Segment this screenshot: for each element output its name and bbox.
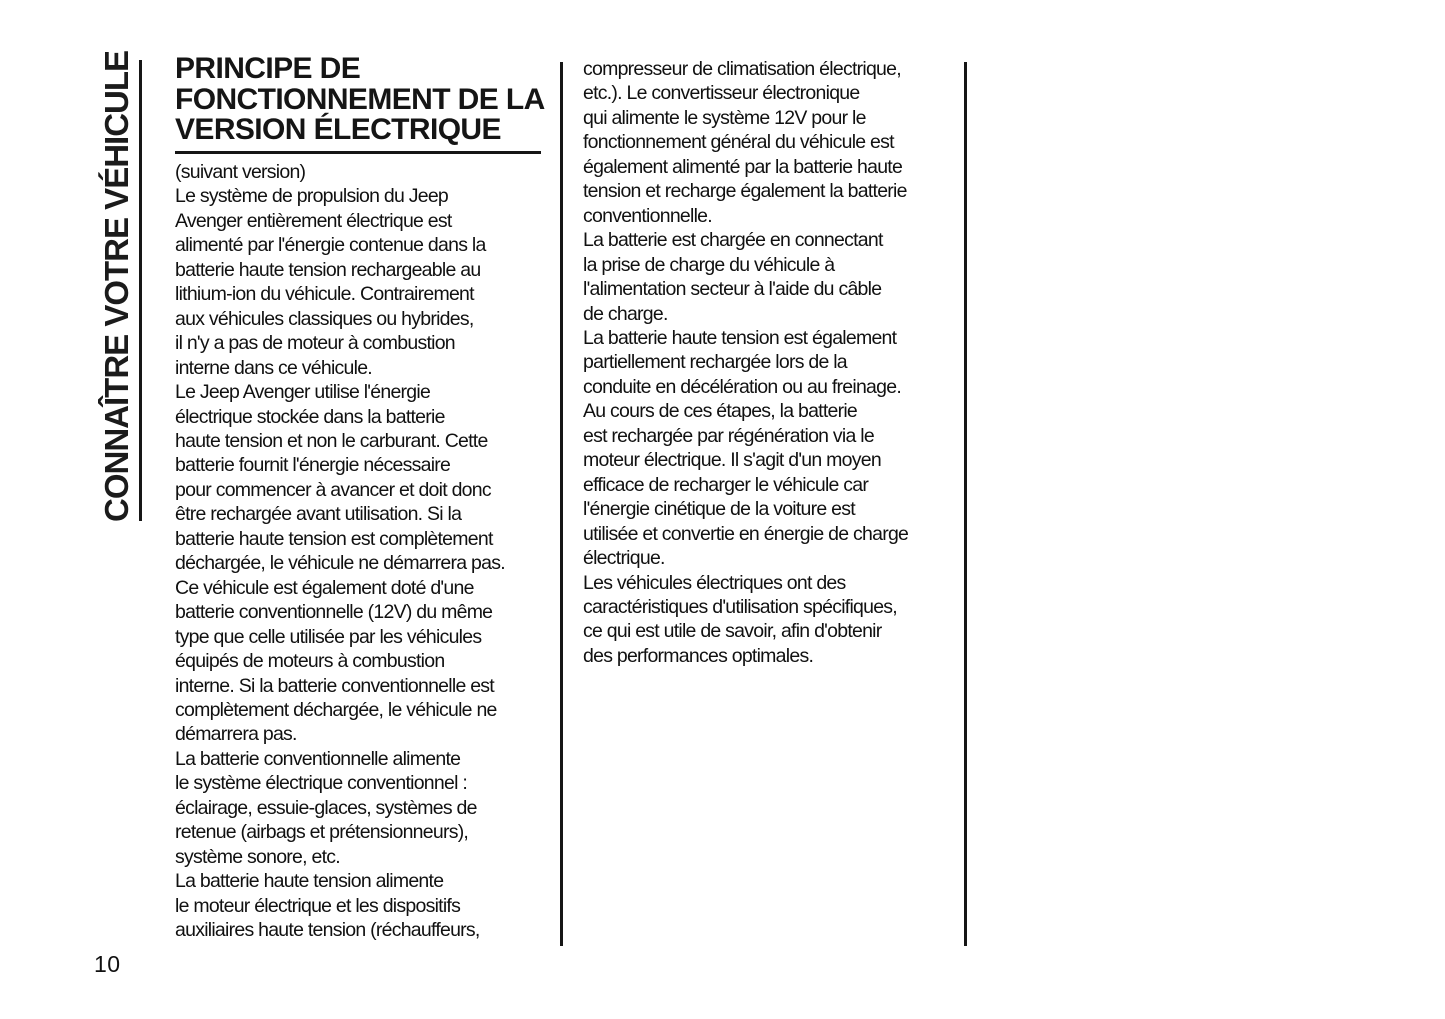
text-line: l'alimentation secteur à l'aide du câble bbox=[583, 278, 882, 301]
text-line: est rechargée par régénération via le bbox=[583, 424, 874, 447]
text-line: (suivant version) bbox=[175, 161, 306, 183]
text-line: utilisée et convertie en énergie de charge bbox=[583, 522, 909, 545]
text-line: système sonore, etc. bbox=[175, 845, 340, 868]
text-line: La batterie conventionnelle alimente bbox=[175, 747, 461, 770]
text-line: qui alimente le système 12V pour le bbox=[583, 106, 866, 129]
text-line: La batterie est chargée en connectant bbox=[583, 229, 883, 252]
text-line: des performances optimales. bbox=[583, 644, 814, 667]
section-heading bbox=[175, 54, 543, 154]
text-line: de charge. bbox=[583, 302, 668, 325]
text-line: Ce véhicule est également doté d'une bbox=[175, 576, 474, 599]
text-line: Au cours de ces étapes, la batterie bbox=[583, 400, 858, 423]
text-line: Les véhicules électriques ont des bbox=[583, 571, 846, 594]
text-line: haute tension et non le carburant. Cette bbox=[175, 429, 488, 452]
text-line: fonctionnement général du véhicule est bbox=[583, 131, 894, 154]
text-line: l'énergie cinétique de la voiture est bbox=[583, 498, 855, 521]
text-line: démarrera pas. bbox=[175, 723, 297, 746]
section-heading-lines bbox=[175, 54, 543, 146]
body-column-2 bbox=[583, 57, 968, 668]
text-line: batterie fournit l'énergie nécessaire bbox=[175, 454, 451, 477]
sidebar-rule bbox=[139, 60, 142, 521]
right-margin-rule bbox=[964, 62, 967, 946]
text-line: compresseur de climatisation électrique, bbox=[583, 58, 901, 80]
text-line: efficace de recharger le véhicule car bbox=[583, 473, 869, 496]
text-line: conventionnelle. bbox=[583, 204, 712, 227]
text-line: La batterie haute tension alimente bbox=[175, 870, 444, 893]
text-line: etc.). Le convertisseur électronique bbox=[583, 82, 860, 105]
text-line: conduite en décélération ou au freinage. bbox=[583, 375, 902, 398]
text-line: PRINCIPE DE bbox=[175, 52, 361, 85]
text-line: Le Jeep Avenger utilise l'énergie bbox=[175, 381, 431, 404]
text-line: tension et recharge également la batterie bbox=[583, 180, 907, 203]
page-number: 10 bbox=[94, 951, 121, 977]
text-line: batterie haute tension rechargeable au bbox=[175, 258, 481, 281]
text-line: auxiliaires haute tension (réchauffeurs, bbox=[175, 919, 480, 942]
text-line: déchargée, le véhicule ne démarrera pas. bbox=[175, 552, 505, 575]
text-line: interne. Si la batterie conventionnelle est bbox=[175, 674, 494, 697]
text-line: batterie haute tension est complètement bbox=[175, 527, 493, 550]
text-line: ce qui est utile de savoir, afin d'obtenir bbox=[583, 620, 882, 643]
text-line: batterie conventionnelle (12V) du même bbox=[175, 601, 493, 624]
text-line: partiellement rechargée lors de la bbox=[583, 351, 847, 374]
text-line: être rechargée avant utilisation. Si la bbox=[175, 503, 462, 526]
text-line: complètement déchargée, le véhicule ne bbox=[175, 698, 497, 721]
text-line: électrique. bbox=[583, 547, 665, 570]
text-line: aux véhicules classiques ou hybrides, bbox=[175, 307, 474, 330]
text-line: éclairage, essuie-glaces, systèmes de bbox=[175, 796, 477, 819]
text-line: pour commencer à avancer et doit donc bbox=[175, 478, 491, 501]
text-line: le système électrique conventionnel : bbox=[175, 772, 468, 795]
text-line: retenue (airbags et prétensionneurs), bbox=[175, 821, 469, 844]
text-line: interne dans ce véhicule. bbox=[175, 356, 372, 379]
text-line: type que celle utilisée par les véhicules bbox=[175, 625, 482, 648]
text-line: VERSION ÉLECTRIQUE bbox=[175, 113, 501, 146]
text-line: moteur électrique. Il s'agit d'un moyen bbox=[583, 449, 881, 472]
text-line: Avenger entièrement électrique est bbox=[175, 209, 452, 232]
text-line: électrique stockée dans la batterie bbox=[175, 405, 445, 428]
text-line: il n'y a pas de moteur à combustion bbox=[175, 332, 455, 355]
text-line: La batterie haute tension est également bbox=[583, 326, 897, 349]
body-column-1 bbox=[175, 160, 560, 943]
text-line: équipés de moteurs à combustion bbox=[175, 650, 445, 673]
column-divider-rule bbox=[560, 62, 563, 946]
text-line: Le système de propulsion du Jeep bbox=[175, 185, 449, 208]
text-line: le moteur électrique et les dispositifs bbox=[175, 894, 461, 917]
heading-underline bbox=[175, 151, 541, 155]
chapter-sidebar-label: CONNAÎTRE VOTRE VÉHICULE bbox=[98, 50, 135, 522]
text-line: lithium-ion du véhicule. Contrairement bbox=[175, 283, 474, 306]
text-line: également alimenté par la batterie haute bbox=[583, 155, 903, 178]
text-line: la prise de charge du véhicule à bbox=[583, 253, 835, 276]
text-line: FONCTIONNEMENT DE LA bbox=[175, 82, 545, 116]
text-line: caractéristiques d'utilisation spécifiques, bbox=[583, 595, 897, 618]
text-line: alimenté par l'énergie contenue dans la bbox=[175, 234, 486, 257]
